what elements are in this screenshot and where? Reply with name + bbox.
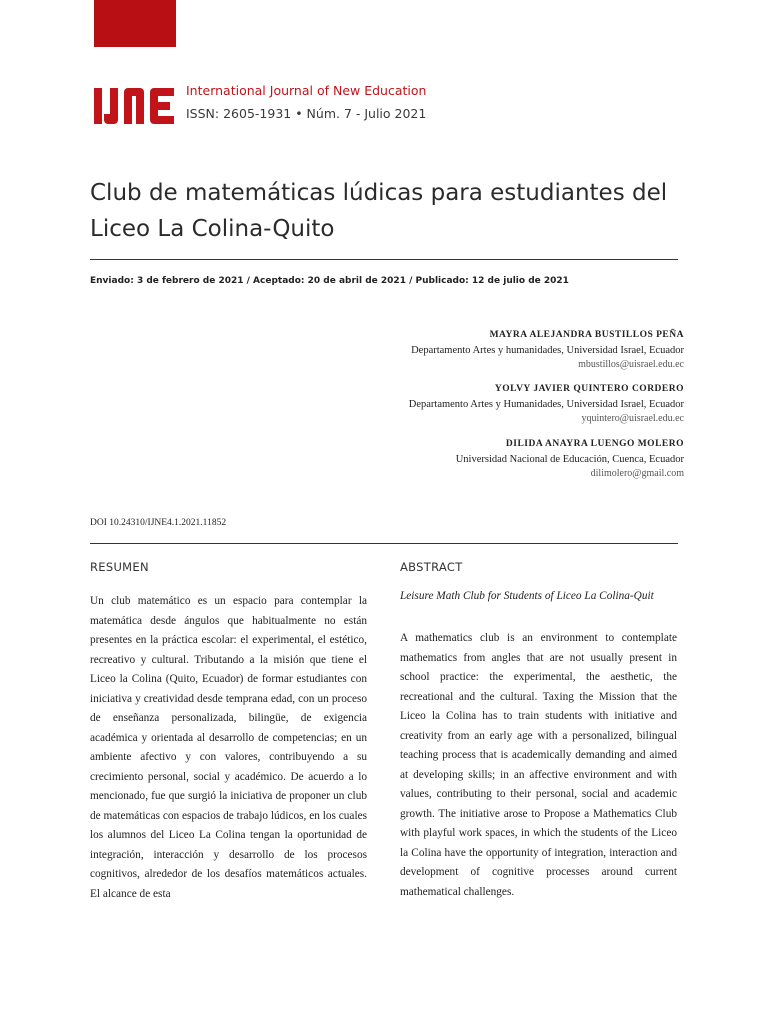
issn-line: ISSN: 2605-1931 • Núm. 7 - Julio 2021 (186, 106, 427, 121)
doi: DOI 10.24310/IJNE4.1.2021.11852 (90, 518, 227, 528)
author-name: MAYRA ALEJANDRA BUSTILLOS PEÑA (489, 330, 684, 340)
abstract-text: A mathematics club is an environment to contemplate mathematics from angles that are not usually present in school practice: the experimental, the aesthetic, the recreational and the cultural. Taxing the Mission that the Liceo la Colina has to train students with initiative and creativity from an early age with a personalized, bilingual teaching process that is academically demanding and aimed at developing skills; in an affective environment and with values, contributing to their personal, social and academic growth. The initiative arose to Propose a Mathematics Club with playful work spaces, in which the students of the Liceo la Colina have the opportunity of integration, interaction and development of cognitive processes around current mathematical challenges. (400, 632, 677, 898)
author-1 (411, 330, 684, 370)
abstract-column (400, 629, 677, 921)
article-title: Club de matemáticas lúdicas para estudiantes del Liceo La Colina-Quito (90, 180, 668, 242)
journal-name: International Journal of New Education (186, 83, 427, 98)
author-3 (456, 439, 684, 479)
doi-divider (90, 543, 678, 544)
publication-dates: Enviado: 3 de febrero de 2021 / Aceptado: 20 de abril de 2021 / Publicado: 12 de julio de 2021 (90, 276, 569, 286)
author-email: yquintero@uisrael.edu.ec (581, 413, 684, 424)
author-email: mbustillos@uisrael.edu.ec (578, 359, 684, 370)
author-affiliation: Departamento Artes y humanidades, Universidad Israel, Ecuador (411, 345, 684, 356)
ijne-logo (92, 86, 178, 126)
author-2 (409, 384, 684, 424)
title-divider (90, 259, 678, 260)
resumen-heading: RESUMEN (90, 560, 149, 574)
author-email: dilimolero@gmail.com (590, 468, 684, 479)
abstract-subtitle: Leisure Math Club for Students of Liceo La Colina-Quit (400, 590, 654, 602)
resumen-column (90, 592, 367, 922)
author-affiliation: Departamento Artes y Humanidades, Universidad Israel, Ecuador (408, 399, 684, 410)
author-name: DILIDA ANAYRA LUENGO MOLERO (505, 439, 684, 449)
header-red-block (94, 0, 176, 47)
author-affiliation: Universidad Nacional de Educación, Cuenca, Ecuador (455, 454, 684, 465)
abstract-heading: ABSTRACT (400, 560, 463, 574)
author-name: YOLVY JAVIER QUINTERO CORDERO (494, 384, 684, 394)
resumen-text: Un club matemático es un espacio para contemplar la matemática desde ángulos que habitualmente no están presentes en la práctica escolar: el experimental, el estético, recreativo y cultural. Tributando a la misión que tiene el Liceo la Colina (Quito, Ecuador) de formar estudiantes con iniciativa y creatividad desde temprana edad, con un proceso de enseñanza personalizada, bilingüe, de exigencia académica y orientada al desarrollo de competencias; en un ambiente afectivo y con valores, contribuyendo a su crecimiento personal, social y académico. De acuerdo a lo mencionado, fue que surgió la iniciativa de proponer un club de matemáticas con espacios de trabajo lúdicos, en los cuales los alumnos del Liceo La Colina tengan la oportunidad de integración, interacción y desarrollo de los procesos cognitivos, alrededor de los desafíos matemáticos actuales. El alcance de esta (90, 595, 367, 900)
